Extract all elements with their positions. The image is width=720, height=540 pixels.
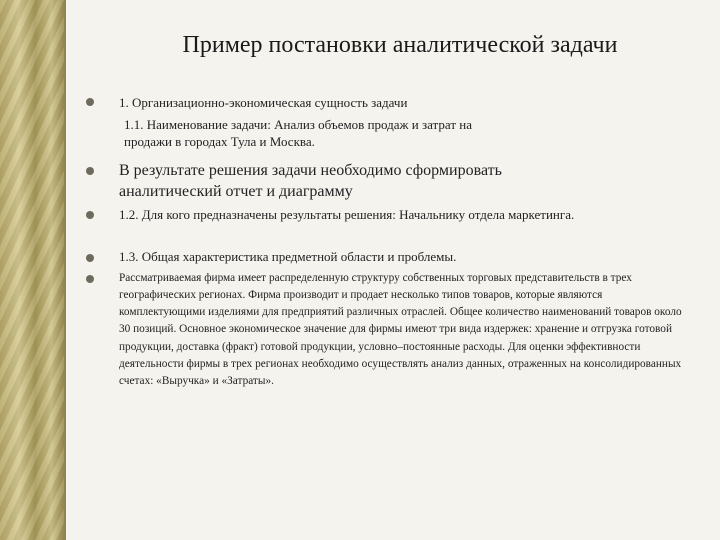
- decorative-gold-band: [0, 0, 64, 540]
- item-recipient: 1.2. Для кого предназначены результаты решения: Начальнику отдела маркетинга.: [119, 207, 575, 222]
- item-result: В результате решения задачи необходимо сформировать аналитический отчет и диаграмму: [119, 162, 502, 200]
- item-domain-heading: 1.3. Общая характеристика предметной области и проблемы.: [119, 249, 457, 264]
- slide-title: Пример постановки аналитической задачи: [182, 32, 618, 58]
- item-task-name: 1.1. Наименование задачи: Анализ объемов продаж и затрат на продажи в городах Тула и Москва.: [124, 117, 472, 149]
- bullet-icon: [86, 98, 94, 106]
- bullet-icon: [86, 275, 94, 283]
- decorative-rail: [64, 0, 66, 540]
- item-task-essence: 1. Организационно-экономическая сущность задачи: [119, 95, 408, 110]
- bullet-icon: [86, 211, 94, 219]
- bullet-icon: [86, 167, 94, 175]
- bullet-icon: [86, 254, 94, 262]
- item-description: Рассматриваемая фирма имеет распределенную структуру собственных торговых представительств в трех географических регионах. Фирма производит и продает несколько типов товаров, которые являются комплектующими изделиями для предприятий различных отраслей. Общее количество наименований товаров около 30 позиций. Основное экономическое значение для фирмы имеют три вида издержек: хранение и отгрузка готовой продукции, доставка (фракт) готовой продукции, условно–постоянные расходы. Для оценки эффективности деятельности фирмы в трех регионах необходимо осуществлять анализ данных, отраженных на консолидированных счетах: «Выручка» и «Затраты».: [119, 272, 682, 387]
